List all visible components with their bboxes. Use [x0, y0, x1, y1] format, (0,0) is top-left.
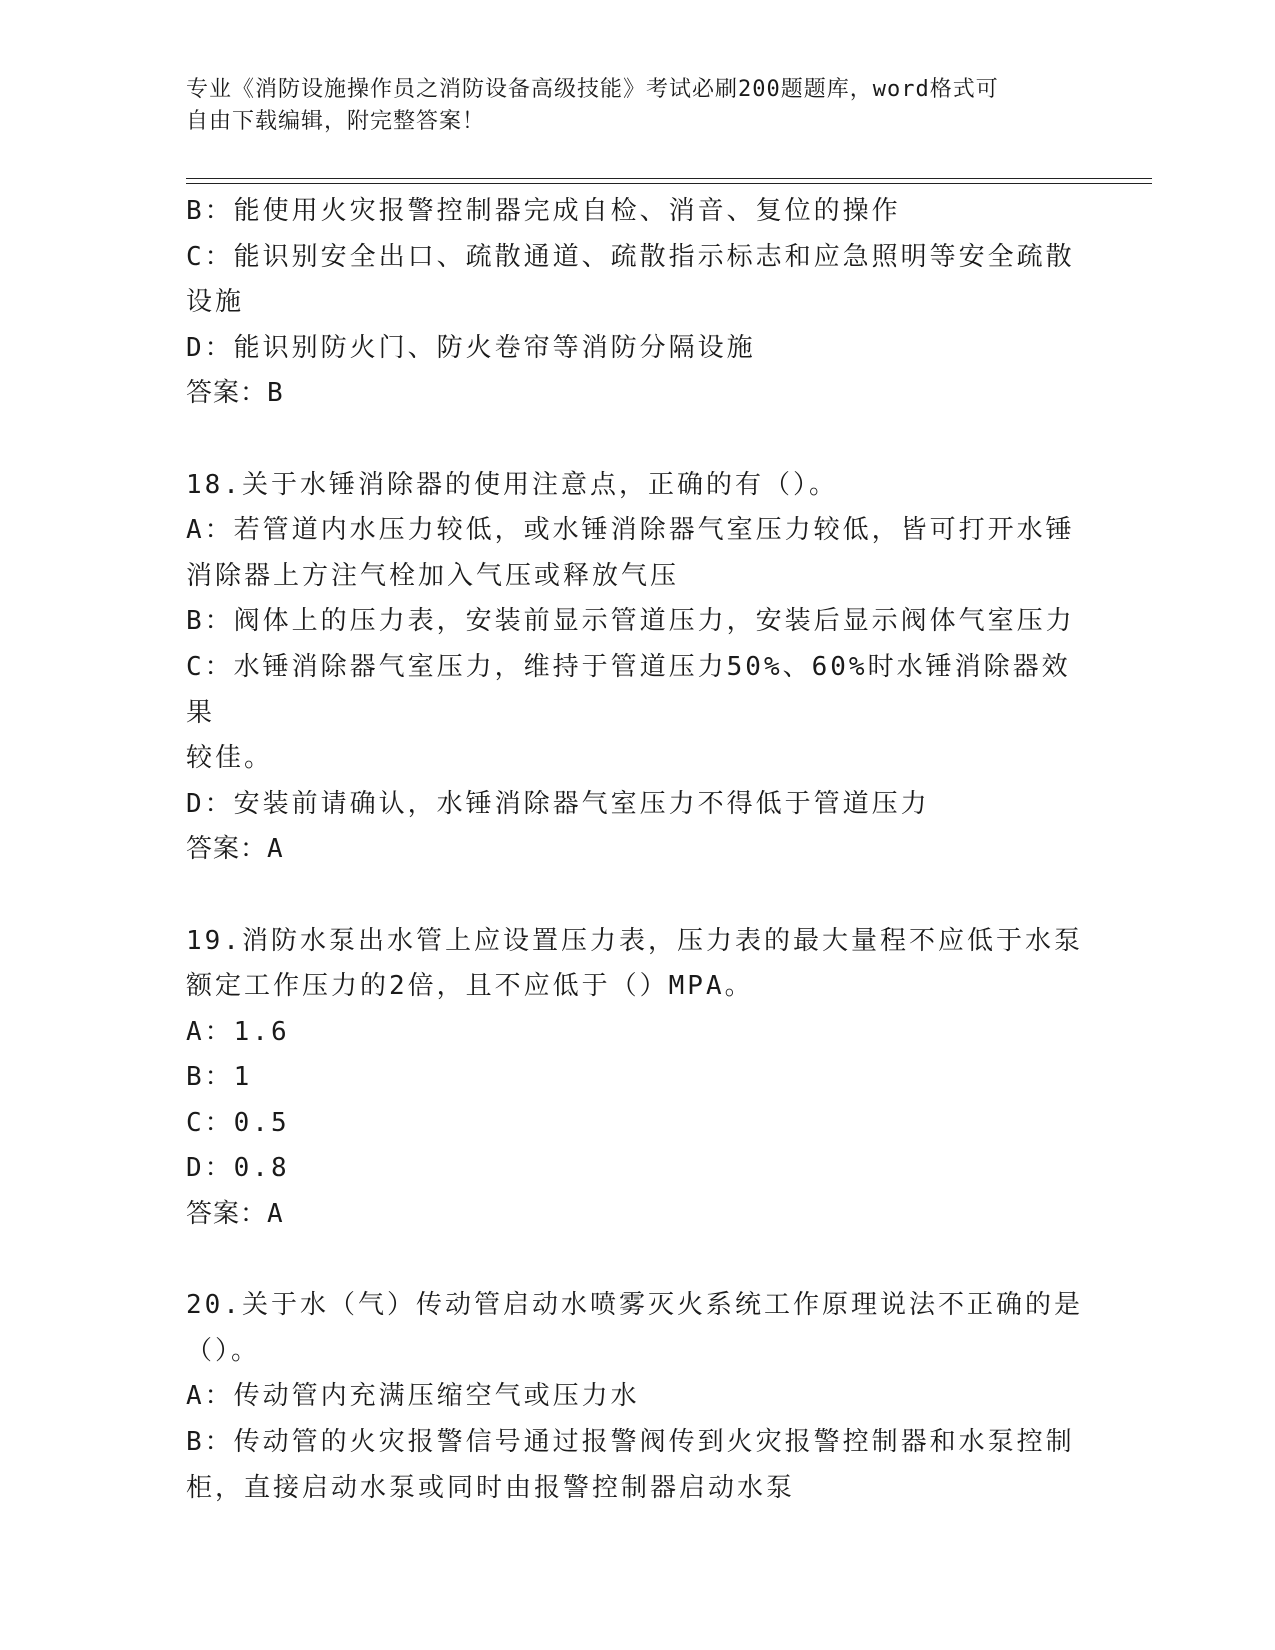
- question-stem-line-2: 额定工作压力的2倍，且不应低于（）MPA。: [186, 971, 754, 1002]
- option-c: C：0.5: [186, 1107, 290, 1138]
- option-b-line-2: 柜，直接启动水泵或同时由报警控制器启动水泵: [186, 1472, 796, 1503]
- question-17: [186, 189, 1086, 417]
- question-stem: 18.关于水锤消除器的使用注意点，正确的有（）。: [186, 469, 838, 500]
- option-d: D：0.8: [186, 1153, 290, 1184]
- question-20: [186, 1283, 1086, 1511]
- spacer: [186, 873, 1086, 919]
- option-b: B：能使用火灾报警控制器完成自检、消音、复位的操作: [186, 196, 901, 226]
- question-19: [186, 919, 1086, 1238]
- option-a-line-1: A：若管道内水压力较低，或水锤消除器气室压力较低，皆可打开水锤: [186, 515, 1075, 546]
- spacer: [186, 1238, 1086, 1284]
- header-divider-bottom: [186, 183, 1152, 184]
- question-stem-line-2: （）。: [186, 1335, 261, 1366]
- option-d: D：能识别防火门、防火卷帘等消防分隔设施: [186, 332, 756, 363]
- question-content: [186, 189, 1086, 1511]
- spacer: [186, 417, 1086, 463]
- option-c-line-1: C：水锤消除器气室压力，维持于管道压力50%、60%时水锤消除器效果: [186, 651, 1071, 728]
- option-b: B：阀体上的压力表，安装前显示管道压力，安装后显示阀体气室压力: [186, 606, 1075, 637]
- header-line-2: 自由下载编辑，附完整答案！: [186, 109, 486, 134]
- option-c-line-2: 设施: [186, 287, 245, 318]
- option-b-line-1: B：传动管的火灾报警信号通过报警阀传到火灾报警控制器和水泵控制: [186, 1427, 1075, 1458]
- question-stem-line-1: 20.关于水（气）传动管启动水喷雾灭火系统工作原理说法不正确的是: [186, 1290, 1083, 1321]
- option-c-line-1: C：能识别安全出口、疏散通道、疏散指示标志和应急照明等安全疏散: [186, 241, 1075, 272]
- document-header: [186, 74, 1066, 138]
- answer: 答案：A: [186, 834, 284, 865]
- question-18: [186, 463, 1086, 873]
- option-c-line-2: 较佳。: [186, 743, 274, 774]
- option-a: A：1.6: [186, 1016, 290, 1047]
- question-stem-line-1: 19.消防水泵出水管上应设置压力表，压力表的最大量程不应低于水泵: [186, 925, 1083, 956]
- answer: 答案：A: [186, 1199, 284, 1230]
- header-line-1: 专业《消防设施操作员之消防设备高级技能》考试必刷200题题库，word格式可: [186, 77, 999, 102]
- option-b: B：1: [186, 1062, 253, 1093]
- answer: 答案：B: [186, 378, 284, 409]
- option-a-line-2: 消除器上方注气栓加入气压或释放气压: [186, 560, 680, 591]
- option-a: A：传动管内充满压缩空气或压力水: [186, 1381, 640, 1412]
- header-divider-top: [186, 178, 1152, 179]
- option-d: D：安装前请确认，水锤消除器气室压力不得低于管道压力: [186, 788, 930, 819]
